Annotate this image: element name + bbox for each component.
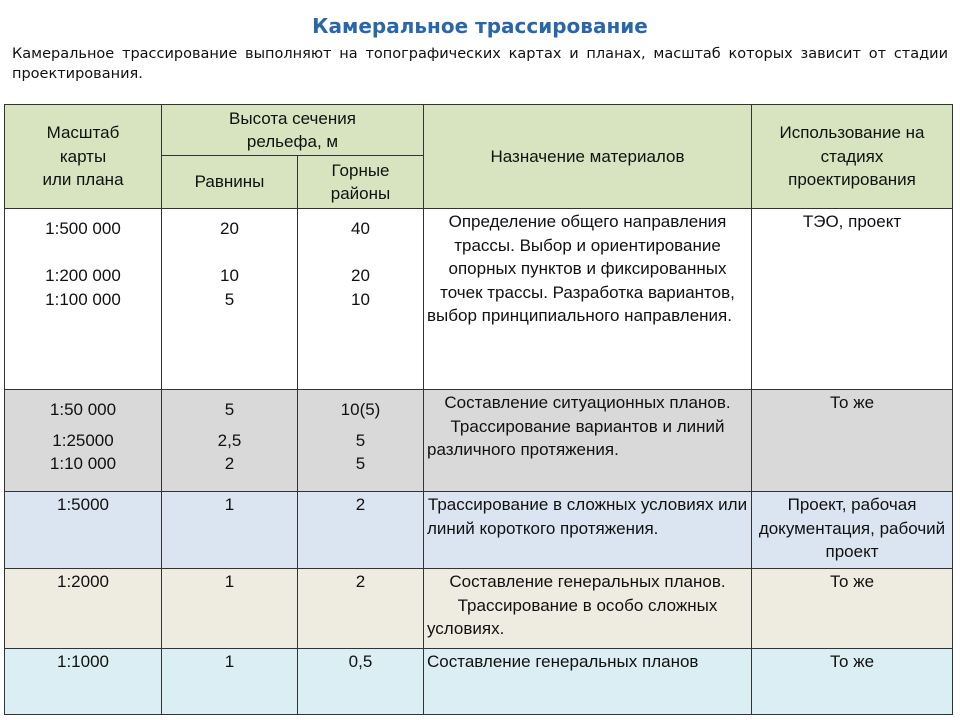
mountains-cell: 2 [298, 492, 424, 569]
scale-cell: 1:2000 [5, 569, 162, 649]
purpose-cell: Определение общего направления трассы. Выбор и ориентирование опорных пунктов и фиксированных точек трассы. Разработка вариантов, выбор принципиального направления. [424, 209, 752, 390]
page-title: Камеральное трассирование [312, 14, 648, 38]
plains-cell: 1 [162, 649, 298, 715]
scale-cell: 1:50 000 1:25000 1:10 000 [5, 390, 162, 492]
header-mountains: Горные районы [298, 156, 424, 209]
mountains-cell: 40 20 10 [298, 209, 424, 390]
usage-cell: Проект, рабочая документация, рабочий проект [752, 492, 953, 569]
table-row [5, 492, 953, 569]
table-row [5, 390, 953, 492]
header-usage: Использование на стадиях проектирования [752, 105, 953, 209]
header-contour-height: Высота сечения рельефа, м [162, 105, 424, 156]
table-row [5, 209, 953, 390]
scale-cell: 1:500 000 1:200 000 1:100 000 [5, 209, 162, 390]
purpose-cell: Составление генеральных планов [424, 649, 752, 715]
usage-cell: То же [752, 569, 953, 649]
header-plains: Равнины [162, 156, 298, 209]
purpose-cell: Составление ситуационных планов. Трассирование вариантов и линий различного протяжения. [424, 390, 752, 492]
mountains-cell: 0,5 [298, 649, 424, 715]
intro-paragraph: Камеральное трассирование выполняют на топографических картах и планах, масштаб которых зависит от стадии проектирования. [12, 46, 948, 82]
plains-cell: 20 10 5 [162, 209, 298, 390]
mountains-cell: 10(5) 5 5 [298, 390, 424, 492]
plains-cell: 5 2,5 2 [162, 390, 298, 492]
plains-cell: 1 [162, 569, 298, 649]
scale-cell: 1:5000 [5, 492, 162, 569]
usage-cell: ТЭО, проект [752, 209, 953, 390]
header-scale: Масштаб карты или плана [5, 105, 162, 209]
table-header-row [5, 105, 953, 156]
purpose-cell: Трассирование в сложных условиях или линий короткого протяжения. [424, 492, 752, 569]
usage-cell: То же [752, 390, 953, 492]
mountains-cell: 2 [298, 569, 424, 649]
purpose-cell: Составление генеральных планов. Трассирование в особо сложных условиях. [424, 569, 752, 649]
table-row [5, 569, 953, 649]
table-row [5, 649, 953, 715]
header-purpose: Назначение материалов [424, 105, 752, 209]
scale-cell: 1:1000 [5, 649, 162, 715]
plains-cell: 1 [162, 492, 298, 569]
usage-cell: То же [752, 649, 953, 715]
design-stages-table [4, 104, 953, 715]
